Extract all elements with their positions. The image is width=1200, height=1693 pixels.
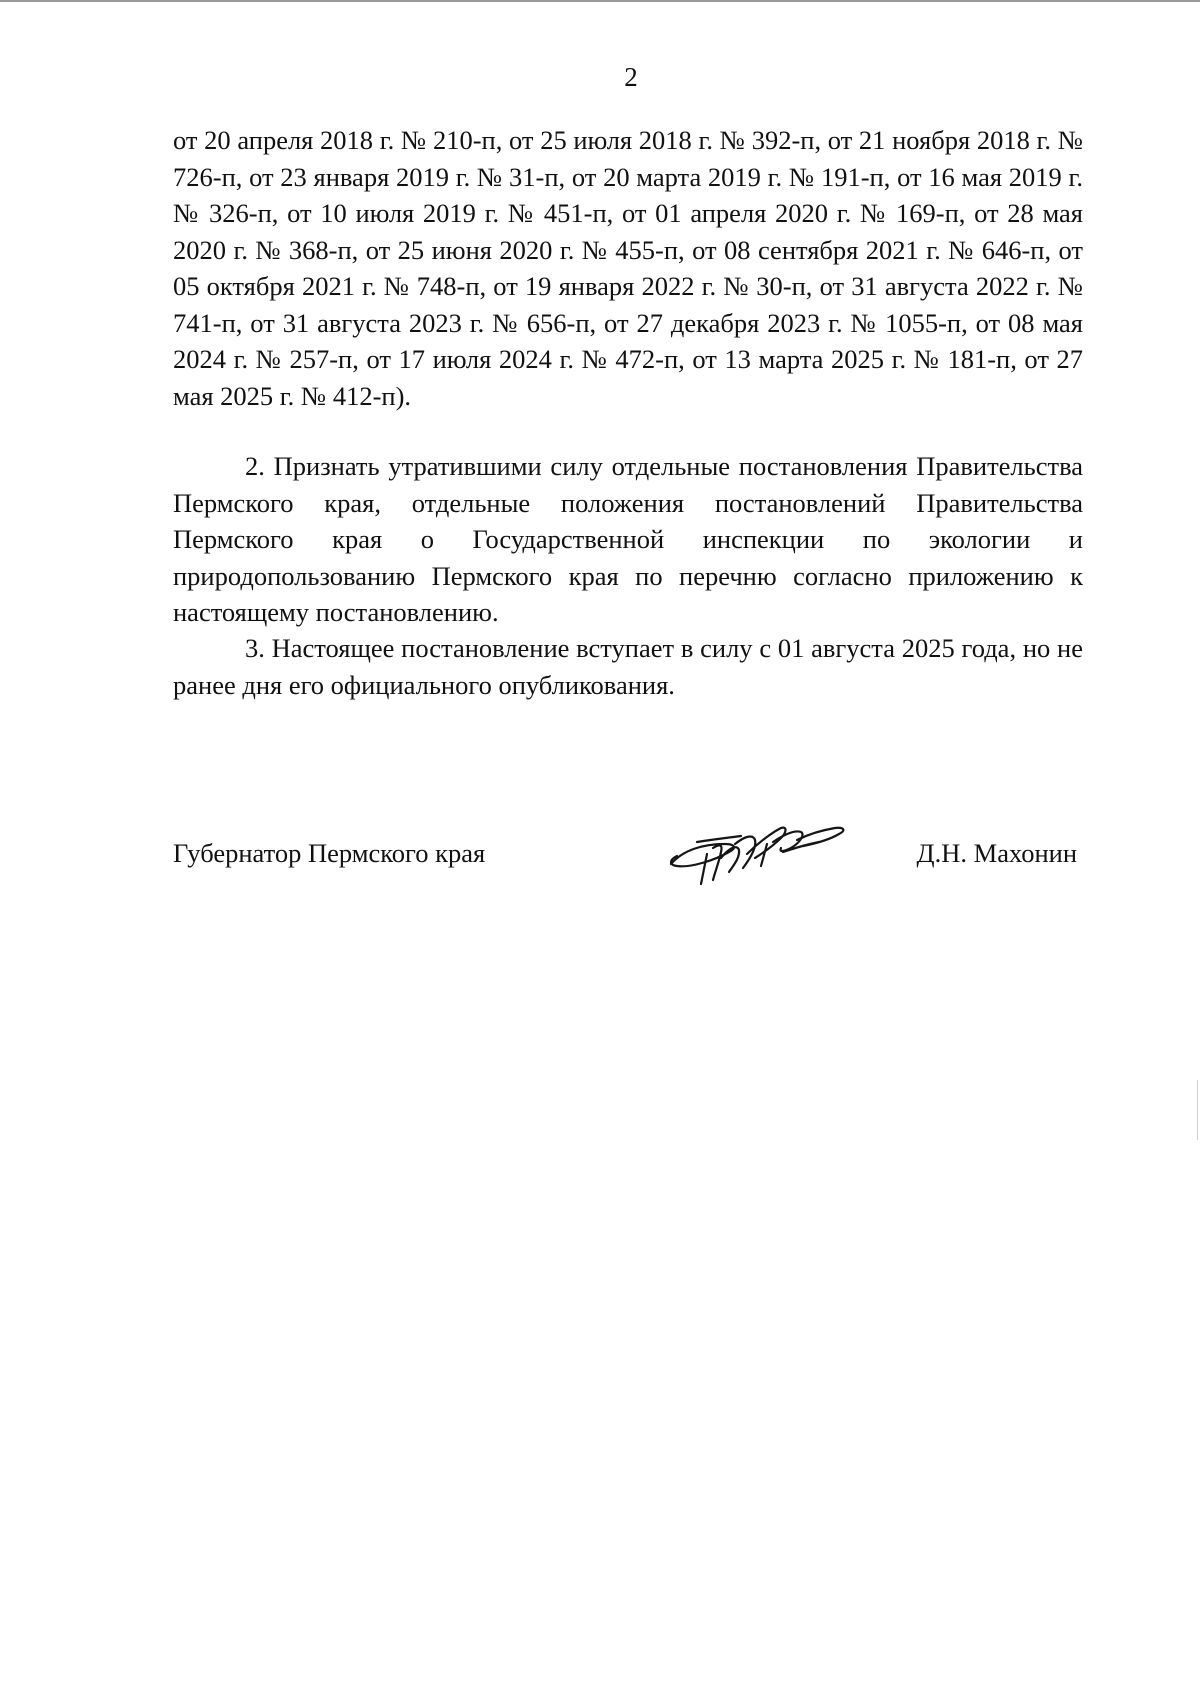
paragraph-2	[173, 448, 1083, 631]
signature-block	[173, 838, 1083, 898]
page-number: 2	[624, 62, 638, 92]
paragraph-2-text: 2. Признать утратившими силу отдельные постановления Правительства Пермского края, отдельные положения постановлений Правительства Пермского края о Государственной инспекции по экологии и природопользованию Пермского края по перечню согласно приложению к настоящему постановлению.	[173, 451, 1083, 627]
paragraph-3	[173, 630, 1083, 703]
scan-edge-top	[0, 0, 1200, 2]
scan-edge-right	[1197, 1080, 1198, 1140]
signatory-name: Д.Н. Махонин	[916, 838, 1077, 868]
signatory-title: Губернатор Пермского края	[173, 838, 486, 868]
paragraph-3-text: 3. Настоящее постановление вступает в силу с 01 августа 2025 года, но не ранее дня его официального опубликования.	[173, 633, 1083, 700]
continuation-paragraph: от 20 апреля 2018 г. № 210-п, от 25 июля 2018 г. № 392-п, от 21 ноября 2018 г. № 726-п, от 23 января 2019 г. № 31-п, от 20 марта 2019 г. № 191-п, от 16 мая 2019 г. № 326-п, от 10 июля 2019 г. № 451-п, от 01 апреля 2020 г. № 169-п, от 28 мая 2020 г. № 368-п, от 25 июня 2020 г. № 455-п, от 08 сентября 2021 г. № 646-п, от 05 октября 2021 г. № 748-п, от 19 января 2022 г. № 30-п, от 31 августа 2022 г. № 741-п, от 31 августа 2023 г. № 656-п, от 27 декабря 2023 г. № 1055-п, от 08 мая 2024 г. № 257-п, от 17 июля 2024 г. № 472-п, от 13 марта 2025 г. № 181-п, от 27 мая 2025 г. № 412-п).	[173, 125, 1083, 411]
handwritten-signature	[663, 814, 863, 894]
